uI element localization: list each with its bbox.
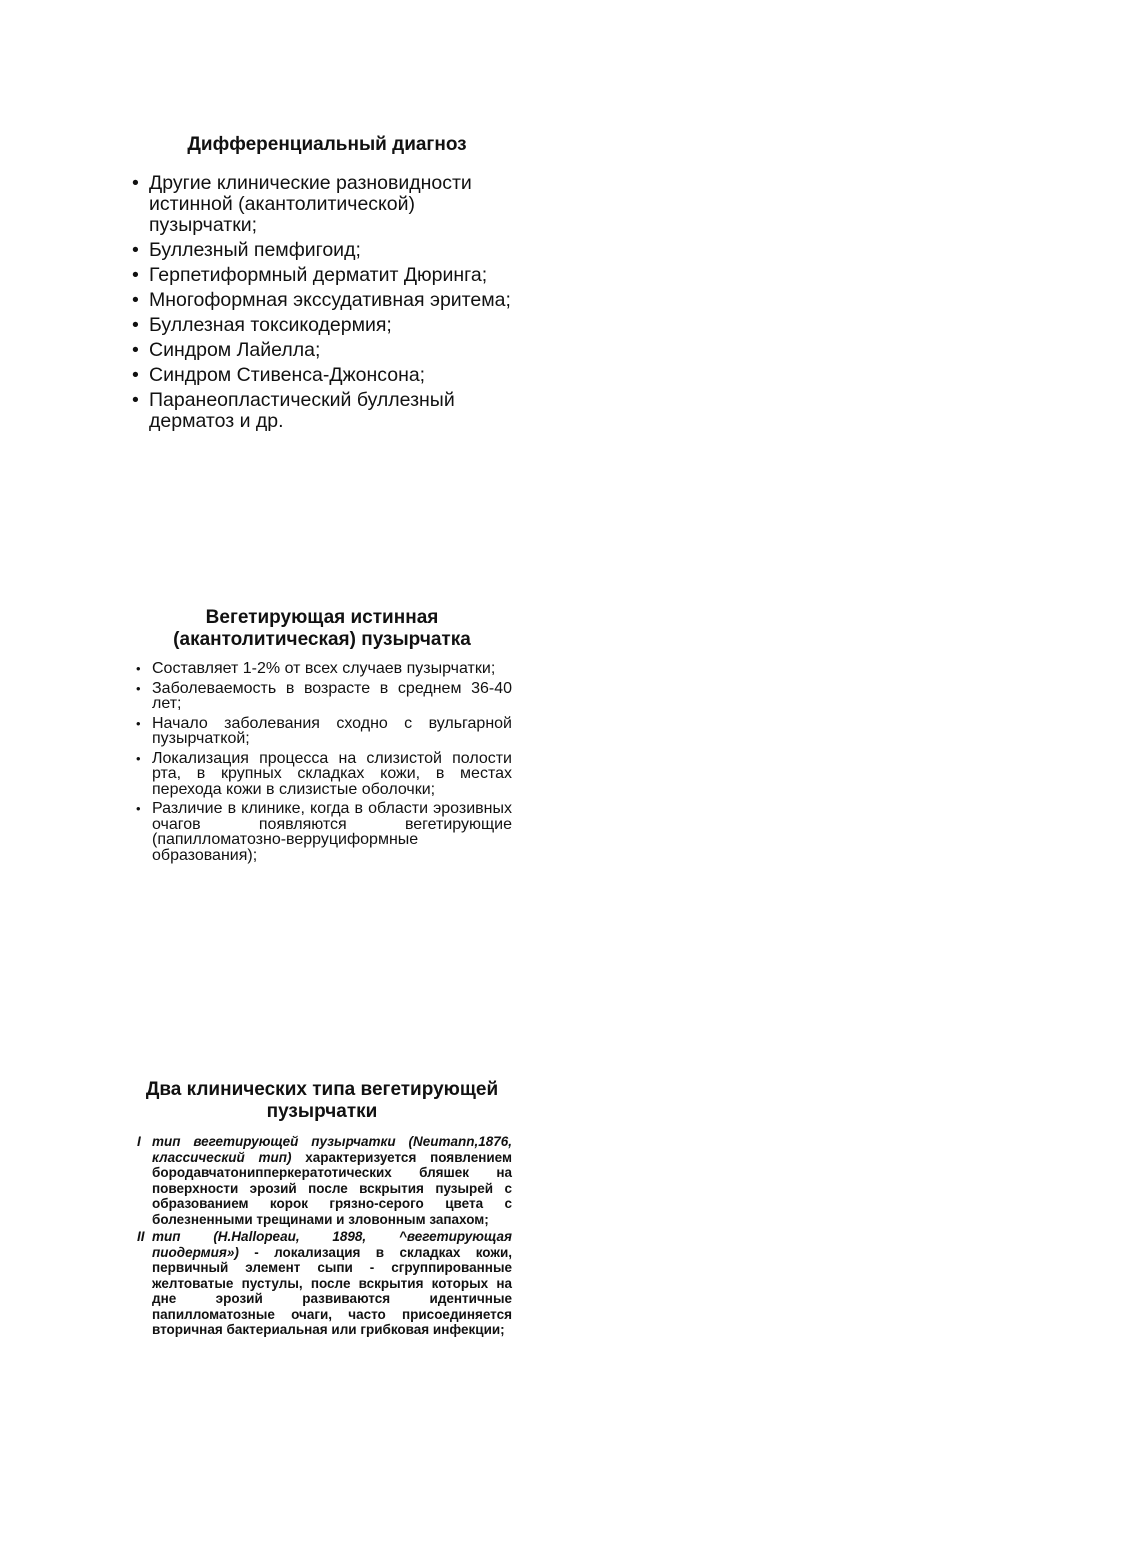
type-name: тип вегетирующей пузырчатки (Neumann,1876, классический тип) bbox=[152, 1134, 512, 1165]
type-name: тип (H.Hallopeau, 1898, ^вегетирующая пиодермия») bbox=[152, 1229, 512, 1260]
types-list bbox=[132, 1134, 512, 1338]
type-item bbox=[132, 1229, 512, 1338]
title-line-1: Два клинических типа вегетирующей bbox=[145, 1079, 499, 1100]
section-title bbox=[132, 1079, 512, 1123]
list-item: • Многоформная экссудативная эритема; bbox=[132, 290, 522, 311]
list-item: • Заболеваемость в возрасте в среднем 36-40 лет; bbox=[132, 681, 512, 712]
title-line-2: пузырчатки bbox=[266, 1101, 378, 1122]
facts-list bbox=[132, 661, 512, 863]
list-item: • Локализация процесса на слизистой полости рта, в крупных складках кожи, в местах перехода кожи в слизистые оболочки; bbox=[132, 751, 512, 798]
type-item bbox=[132, 1134, 512, 1227]
section-title bbox=[132, 607, 512, 651]
type-description: характеризуется появлением бородавчатонипперкератотических бляшек на поверхности эрозий после вскрытия пузырей с образованием корок грязно-серого цвета с болезненными трещинами и зловонным запахом; bbox=[152, 1149, 512, 1227]
vegetating-pemphigus-section bbox=[132, 607, 512, 867]
diagnosis-list bbox=[132, 173, 522, 432]
type-marker: I bbox=[137, 1134, 141, 1149]
list-item: • Различие в клинике, когда в области эрозивных очагов появляются вегетирующие (папилломатозно-верруциформные образования); bbox=[132, 801, 512, 863]
differential-diagnosis-section bbox=[132, 133, 522, 436]
list-item: • Составляет 1-2% от всех случаев пузырчатки; bbox=[132, 661, 512, 677]
list-item: • Паранеопластический буллезный дерматоз и др. bbox=[132, 390, 522, 432]
list-item: • Буллезная токсикодермия; bbox=[132, 315, 522, 336]
title-line-1: Вегетирующая истинная bbox=[205, 607, 439, 628]
list-item: • Начало заболевания сходно с вульгарной пузырчаткой; bbox=[132, 716, 512, 747]
clinical-types-section bbox=[132, 1079, 512, 1340]
list-item: • Герпетиформный дерматит Дюринга; bbox=[132, 265, 522, 286]
list-item: • Синдром Лайелла; bbox=[132, 340, 522, 361]
list-item: • Другие клинические разновидности истинной (акантолитической) пузырчатки; bbox=[132, 173, 522, 236]
section-title: Дифференциальный диагноз bbox=[187, 134, 467, 155]
list-item: • Синдром Стивенса-Джонсона; bbox=[132, 365, 522, 386]
list-item: • Буллезный пемфигоид; bbox=[132, 240, 522, 261]
type-marker: II bbox=[137, 1229, 145, 1244]
type-description: - локализация в складках кожи, первичный элемент сыпи - сгруппированные желтоватые пустулы, после вскрытия которых на дне эрозий развиваются идентичные папилломатозные очаги, часто присоединяется вторичная бактериальная или грибковая инфекции; bbox=[152, 1244, 512, 1337]
title-line-2: (акантолитическая) пузырчатка bbox=[173, 629, 471, 650]
